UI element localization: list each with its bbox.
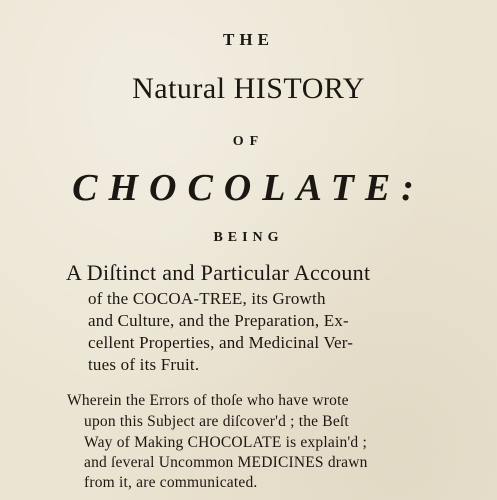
body-line: from it, are communicated. <box>84 474 258 491</box>
heading-natural-history: Natural HISTORY <box>132 72 365 105</box>
body-line: and ſeveral Uncommon MEDICINES drawn <box>84 454 368 471</box>
subtitle-line: of the COCOA-TREE, its Growth <box>88 289 326 308</box>
subtitle-line: cellent Properties, and Medicinal Ver- <box>88 333 354 352</box>
subtitle-line: tues of its Fruit. <box>88 355 200 374</box>
subtitle-line: and Culture, and the Preparation, Ex- <box>88 311 349 330</box>
body-line: Wherein the Errors of thoſe who have wrote <box>67 392 349 409</box>
subtitle-line: A Diſtinct and Particular Account <box>66 260 371 285</box>
heading-being: BEING <box>213 230 284 245</box>
heading-the: THE <box>223 30 274 49</box>
heading-chocolate: CHOCOLATE: <box>72 167 425 209</box>
heading-of: OF <box>232 134 265 149</box>
body-line: upon this Subject are diſcover'd ; the Beſt <box>84 413 349 430</box>
body-line: Way of Making CHOCOLATE is explain'd ; <box>84 434 367 451</box>
